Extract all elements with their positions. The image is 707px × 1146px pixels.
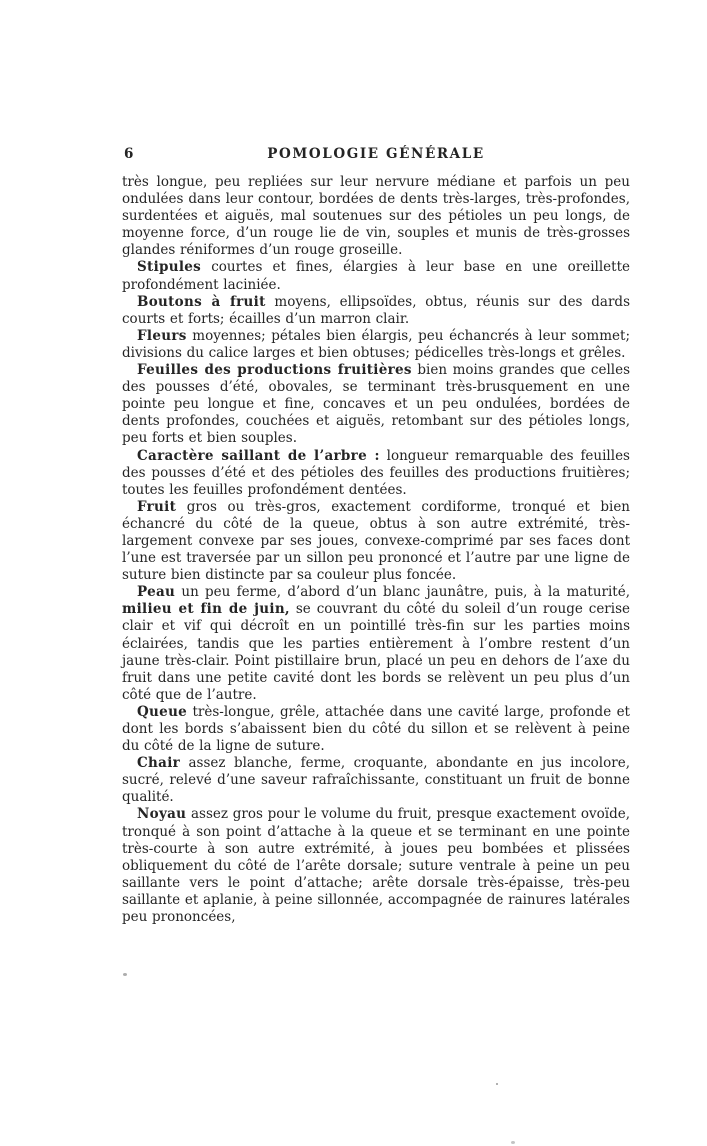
paragraph-text: bien moins grandes que celles des pousses d’été, obovales, se terminant très-brusquement en une pointe peu longue et fine, concaves et un peu ondulées, bordées de dents profondes, couchées et aiguës, retombant sur des pétioles longs, peu forts et bien souples. [122, 362, 630, 447]
paragraph [122, 806, 630, 926]
paragraph [122, 755, 630, 806]
paragraph [122, 499, 630, 584]
paragraph-lead: Noyau [137, 806, 187, 823]
paragraph-text: assez blanche, ferme, croquante, abondante en jus incolore, sucré, relevé d’une saveur rafraîchissante, constituant un fruit de bonne qualité. [122, 755, 630, 806]
paragraph-text: moyennes; pétales bien élargis, peu échancrés à leur sommet; divisions du calice larges et bien obtuses; pédicelles très-longs et grêles. [122, 327, 630, 361]
paragraph [122, 259, 630, 293]
paragraph-lead: Peau [137, 584, 176, 601]
paragraph-text: moyens, ellipsoïdes, obtus, réunis sur des dards courts et forts; écailles d’un marron clair. [122, 293, 630, 327]
paragraph-text: longueur remarquable des feuilles des pousses d’été et des pétioles des feuilles des productions fruitières; toutes les feuilles profondément dentées. [122, 447, 630, 498]
paragraph [122, 584, 630, 704]
page-body [122, 174, 630, 926]
paragraph-lead: Stipules [137, 259, 202, 276]
paragraph-text: très longue, peu repliées sur leur nervure médiane et parfois un peu ondulées dans leur contour, bordées de dents très-larges, très-profondes, surdentées et aiguës, mal soutenues sur des pétioles un peu longs, de moyenne force, d’un rouge lie de vin, souples et munis de très-grosses glandes réniformes d’un rouge groseille. [122, 174, 630, 259]
paragraph-text: un peu ferme, d’abord d’un blanc jaunâtre, puis, à la maturité, [175, 584, 630, 601]
paragraph-text: courtes et fines, élargies à leur base en une oreillette profondément laciniée. [122, 259, 630, 293]
paragraph-text: très-longue, grêle, attachée dans une cavité large, profonde et dont les bords s’abaissent bien du côté du sillon et se relèvent à peine du côté de la ligne de suture. [122, 703, 630, 755]
paragraph [122, 704, 630, 755]
scan-speck [496, 1083, 498, 1085]
paragraph [122, 294, 630, 328]
paragraph [122, 362, 630, 447]
paragraph-lead: Chair [137, 755, 181, 772]
paragraph-text: assez gros pour le volume du fruit, presque exactement ovoïde, tronqué à son point d’attache à la queue et se terminant en une pointe très-courte à son autre extrémité, à joues peu bombées et plissées obliquement du côté de l’arête dorsale; suture ventrale à peine un peu saillante vers le point d’attache; arête dorsale très-épaisse, très-peu saillante et aplanie, à peine sillonnée, accompagnée de rainures latérales peu prononcées, [122, 806, 630, 926]
paragraph-text: se couvrant du côté du soleil d’un rouge cerise clair et vif qui décroît en un pointillé très-fin sur les parties moins éclairées, tandis que les parties entièrement à l’ombre restent d’un jaune très-clair. Point pistillaire brun, placé un peu en dehors de l’axe du fruit dans une petite cavité dont les bords se relèvent un peu plus d’un côté que de l’autre. [122, 601, 630, 703]
page-number: 6 [124, 146, 134, 162]
paragraph-lead: Feuilles des productions fruitières [137, 362, 412, 379]
paragraph-lead: milieu et fin de juin, [122, 601, 290, 618]
paragraph-lead: Queue [137, 703, 188, 720]
paragraph-text: gros ou très-gros, exactement cordiforme, tronqué et bien échancré du côté de la queue, obtus à son autre extrémité, très-largement convexe par ses joues, convexe-comprimé par ses faces dont l’une est traversée par un sillon peu prononcé et l’autre par une ligne de suture bien distincte par sa couleur plus foncée. [122, 498, 630, 584]
paragraph [122, 328, 630, 362]
paragraph [122, 174, 630, 259]
paragraph [122, 448, 630, 499]
scan-speck [123, 973, 127, 976]
paragraph-lead: Fleurs [137, 327, 187, 344]
running-title: POMOLOGIE GÉNÉRALE [267, 146, 485, 162]
scan-speck [511, 1141, 515, 1144]
paragraph-lead: Boutons à fruit [137, 293, 266, 310]
text-block [122, 146, 630, 926]
paragraph-lead: Caractère saillant de l’arbre : [137, 447, 380, 464]
paragraph-lead: Fruit [137, 498, 177, 515]
page-header [122, 146, 630, 164]
